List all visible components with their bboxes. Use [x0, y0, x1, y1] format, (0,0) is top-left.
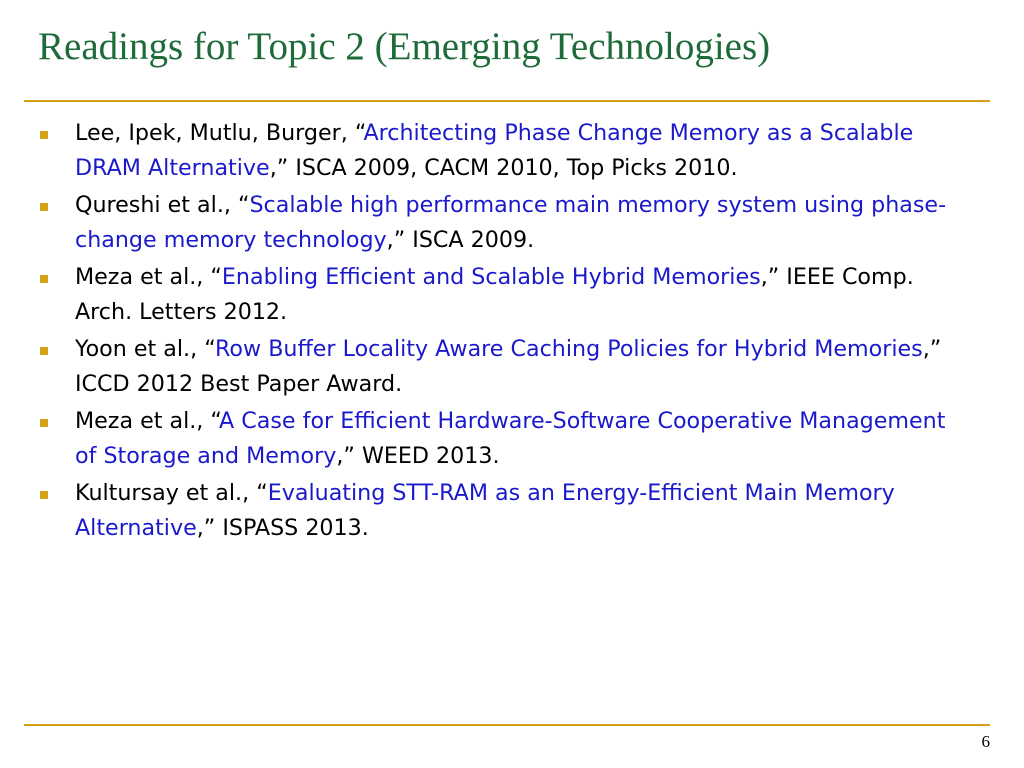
reading-title-link[interactable]: Enabling Efficient and Scalable Hybrid Memories — [221, 264, 761, 290]
reading-authors: Yoon et al., “ — [75, 336, 216, 362]
reading-venue: ,” ISPASS 2013. — [196, 514, 369, 541]
reading-authors: Meza et al., “ — [75, 264, 222, 290]
reading-authors: Lee, Ipek, Mutlu, Burger, “ — [75, 120, 364, 146]
title-divider — [24, 100, 990, 102]
reading-item — [36, 404, 966, 473]
reading-title-link[interactable]: A Case for Efficient Hardware-Software Cooperative Management of Storage and Memory — [75, 408, 946, 469]
reading-title-link[interactable]: Row Buffer Locality Aware Caching Policies for Hybrid Memories — [215, 336, 923, 362]
square-bullet-icon — [40, 347, 48, 355]
page-number: 6 — [981, 732, 990, 751]
reading-venue: ,” IEEE Comp. Arch. Letters 2012. — [75, 264, 914, 325]
reading-title-link[interactable]: Scalable high performance main memory system using phase-change memory technology — [75, 192, 947, 253]
reading-title-link[interactable]: Architecting Phase Change Memory as a Scalable DRAM Alternative — [75, 120, 914, 181]
reading-item — [36, 260, 966, 329]
readings-list — [36, 116, 966, 548]
square-bullet-icon — [40, 491, 48, 499]
reading-item — [36, 476, 966, 545]
square-bullet-icon — [40, 275, 48, 283]
square-bullet-icon — [40, 131, 48, 139]
reading-venue: ,” ISCA 2009, CACM 2010, Top Picks 2010. — [269, 154, 738, 181]
reading-item — [36, 116, 966, 185]
square-bullet-icon — [40, 203, 48, 211]
reading-authors: Meza et al., “ — [75, 408, 220, 434]
reading-item — [36, 188, 966, 257]
reading-venue: ,” ICCD 2012 Best Paper Award. — [75, 336, 942, 397]
reading-venue: ,” WEED 2013. — [336, 442, 500, 469]
reading-authors: Qureshi et al., “ — [75, 192, 250, 218]
reading-authors: Kultursay et al., “ — [75, 480, 268, 506]
reading-venue: ,” ISCA 2009. — [386, 226, 535, 253]
slide-title: Readings for Topic 2 (Emerging Technologies) — [38, 25, 771, 68]
square-bullet-icon — [40, 419, 48, 427]
footer-divider — [24, 724, 990, 726]
reading-item — [36, 332, 966, 401]
reading-title-link[interactable]: Evaluating STT-RAM as an Energy-Efficient Main Memory Alternative — [75, 480, 895, 541]
